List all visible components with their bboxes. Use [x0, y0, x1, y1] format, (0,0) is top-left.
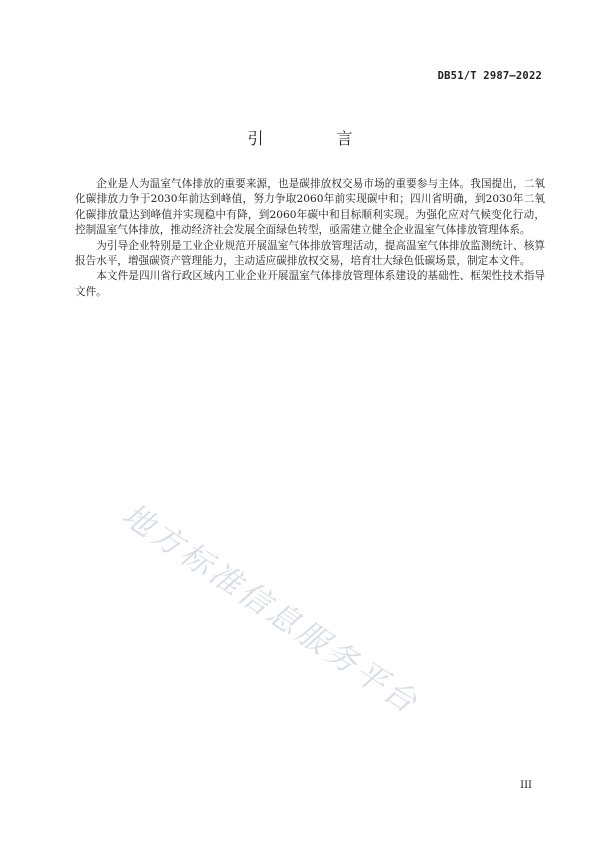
document-code: DB51/T 2987—2022 — [437, 70, 542, 82]
watermark: 地方标准信息服务平台 — [115, 496, 426, 723]
paragraph: 企业是人为温室气体排放的重要来源，也是碳排放权交易市场的重要参与主体。我国提出，二氧化碳排放力争于2030年前达到峰值，努力争取2060年前实现碳中和；四川省明确，到2030年二氧化碳排放量达到峰值并实现稳中有降，到2060年碳中和目标顺利实现。为强化应对气候变化行动，控制温室气体排放，推动经济社会发展全面绿色转型，亟需建立健全企业温室气体排放管理体系。 — [75, 178, 545, 237]
body-text — [75, 177, 545, 300]
paragraph: 本文件是四川省行政区域内工业企业开展温室气体排放管理体系建设的基础性、框架性技术指导文件。 — [75, 270, 545, 298]
page-number: III — [520, 780, 532, 791]
paragraph: 为引导企业特别是工业企业规范开展温室气体排放管理活动，提高温室气体排放监测统计、核算报告水平，增强碳资产管理能力，主动适应碳排放权交易，培育壮大绿色低碳场景，制定本文件。 — [75, 239, 545, 268]
page-title: 引 言 — [247, 129, 387, 148]
